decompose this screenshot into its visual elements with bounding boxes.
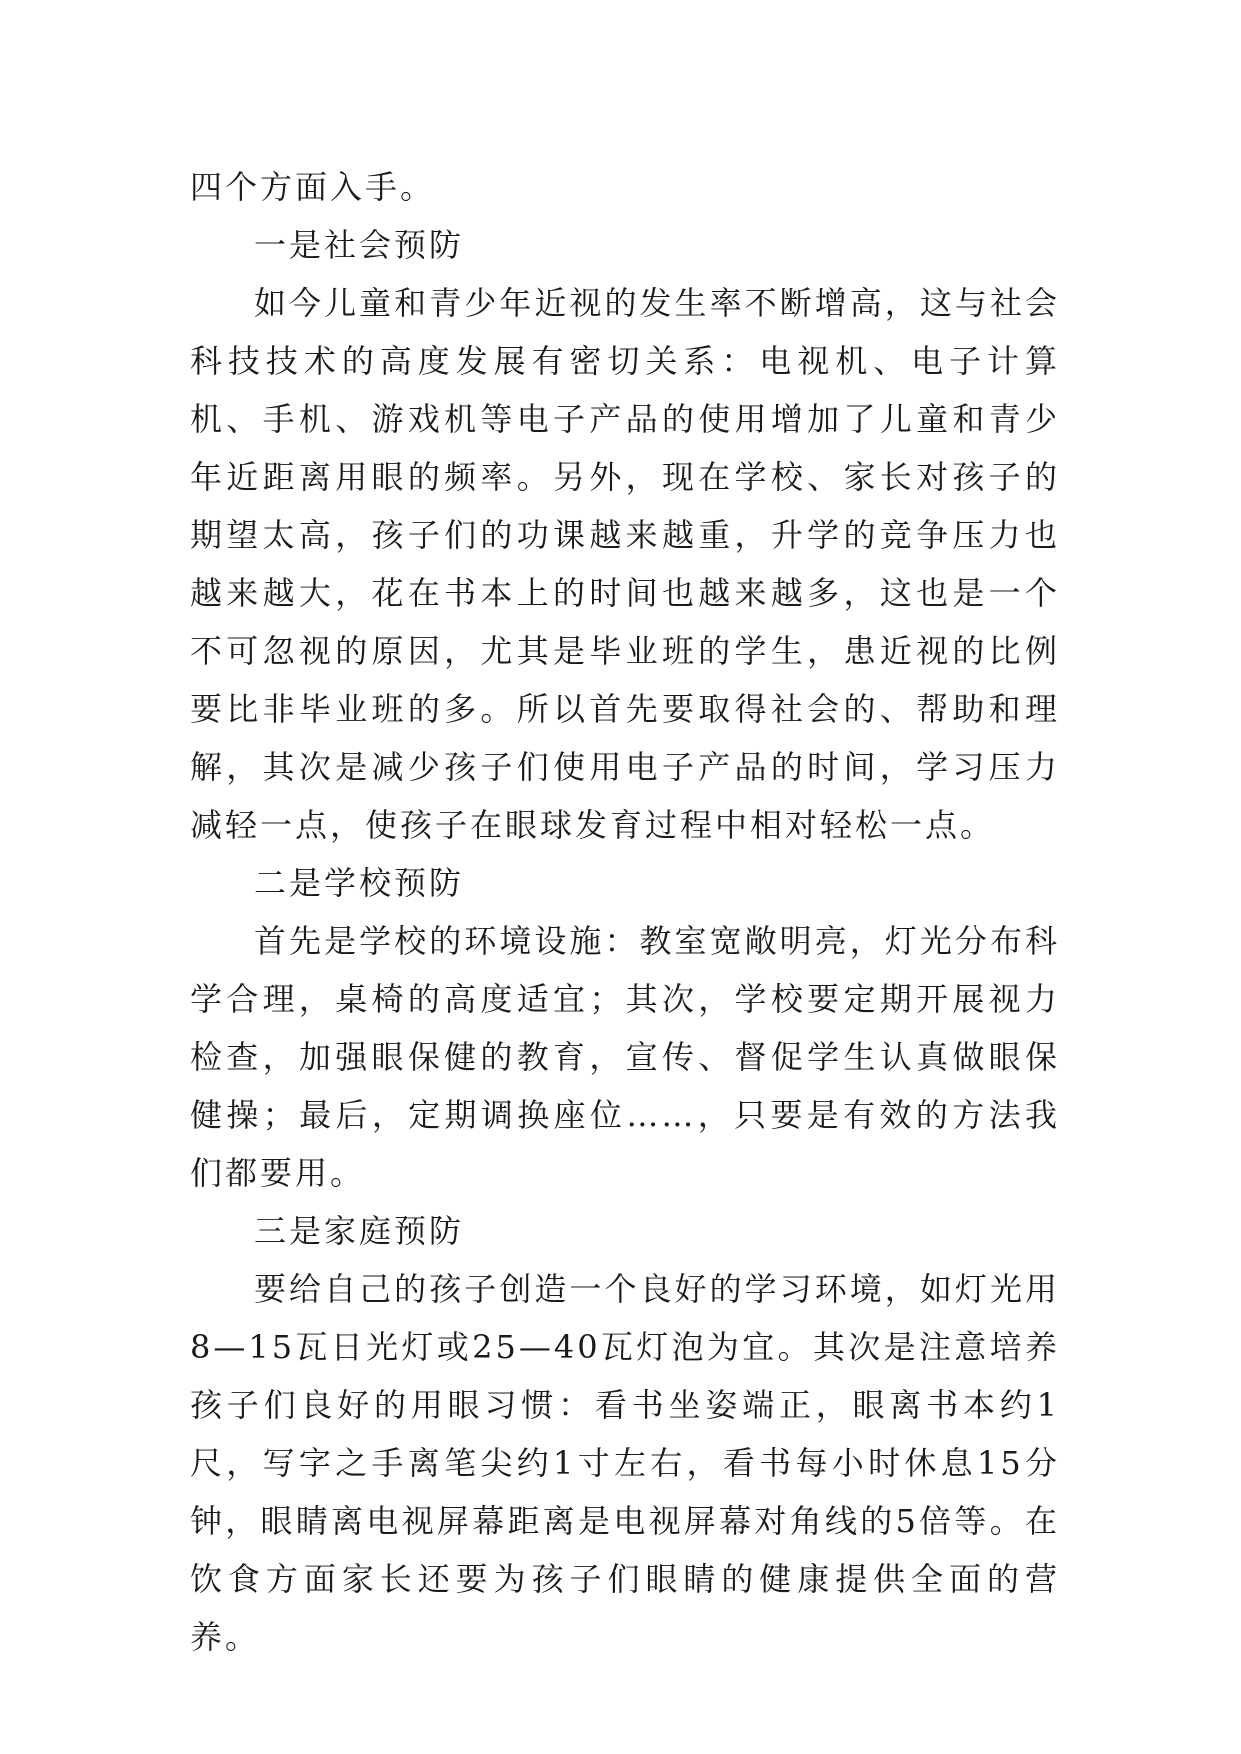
paragraph-intro-tail: 四个方面入手。 bbox=[190, 168, 436, 206]
heading-family-prevention: 三是家庭预防 bbox=[254, 1212, 465, 1250]
paragraph-school-prevention: 首先是学校的环境设施：教室宽敞明亮，灯光分布科学合理，桌椅的高度适宜；其次，学校要定期开展视力检查，加强眼保健的教育，宣传、督促学生认真做眼保健操；最后，定期调换座位……，只要是有效的方法我们都要用。 bbox=[190, 922, 1060, 1192]
paragraph-social-prevention: 如今儿童和青少年近视的发生率不断增高，这与社会科技技术的高度发展有密切关系：电视机、电子计算机、手机、游戏机等电子产品的使用增加了儿童和青少年近距离用眼的频率。另外，现在学校、家长对孩子的期望太高，孩子们的功课越来越重，升学的竞争压力也越来越大，花在书本上的时间也越来越多，这也是一个不可忽视的原因，尤其是毕业班的学生，患近视的比例要比非毕业班的多。所以首先要取得社会的、帮助和理解，其次是减少孩子们使用电子产品的时间，学习压力减轻一点，使孩子在眼球发育过程中相对轻松一点。 bbox=[190, 284, 1060, 844]
paragraph-family-prevention: 要给自己的孩子创造一个良好的学习环境，如灯光用8—15瓦日光灯或25—40瓦灯泡为宜。其次是注意培养孩子们良好的用眼习惯：看书坐姿端正，眼离书本约1尺，写字之手离笔尖约1寸左右，看书每小时休息15分钟，眼睛离电视屏幕距离是电视屏幕对角线的5倍等。在饮食方面家长还要为孩子们眼睛的健康提供全面的营养。 bbox=[190, 1270, 1060, 1656]
heading-social-prevention: 一是社会预防 bbox=[254, 226, 465, 264]
document-body bbox=[190, 158, 1060, 1666]
heading-school-prevention: 二是学校预防 bbox=[254, 864, 465, 902]
